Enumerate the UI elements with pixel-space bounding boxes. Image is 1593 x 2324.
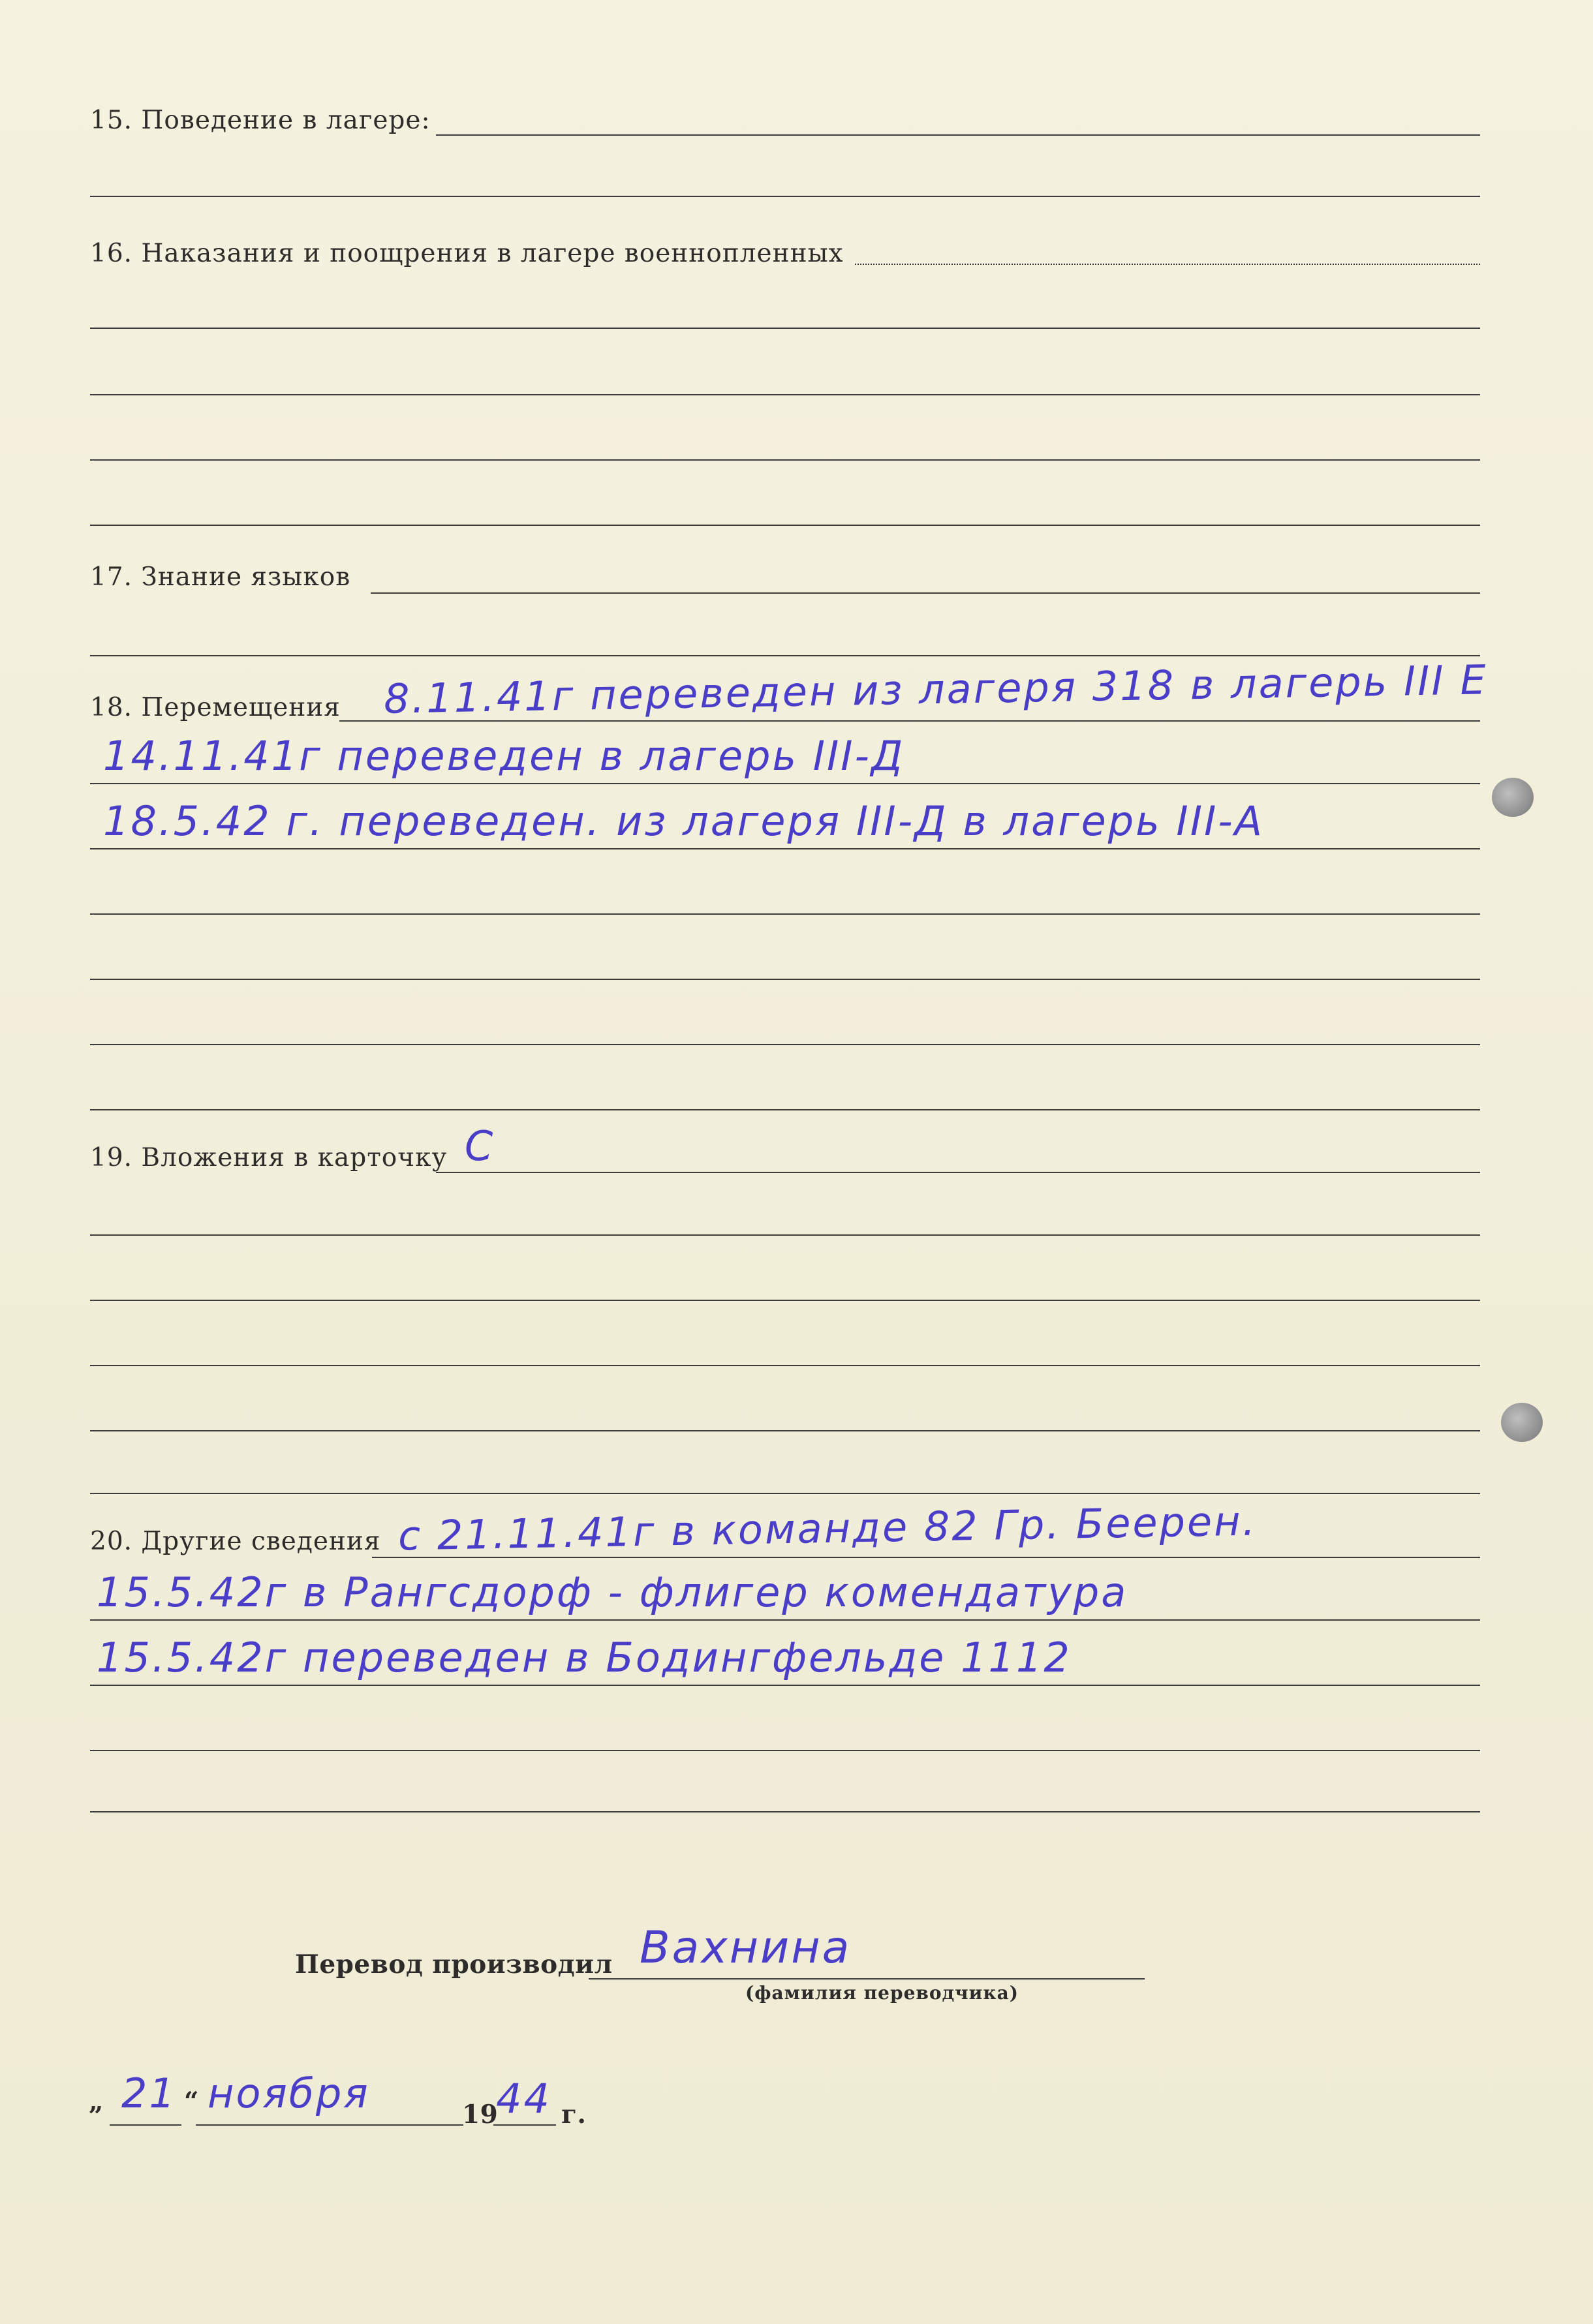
date-year-prefix: 19 <box>462 2100 499 2130</box>
field-19-line-2 <box>90 1234 1480 1236</box>
field-19-line-5 <box>90 1430 1480 1431</box>
field-17-line-2 <box>90 655 1480 656</box>
field-19-line-1 <box>436 1172 1480 1173</box>
translator-signature: Вахнина <box>640 1922 852 1974</box>
field-20-handwritten-line-1: с 21.11.41г в команде 82 Гр. Беерен. <box>397 1497 1258 1560</box>
field-18-handwritten-line-3: 18.5.42 г. переведен. из лагеря III-Д в лагерь III-А <box>103 797 1265 845</box>
field-18-line-5 <box>90 979 1480 980</box>
field-16-line-2 <box>90 328 1480 329</box>
field-19-label: 19. Вложения в карточку <box>90 1143 448 1172</box>
field-18-line-4 <box>90 913 1480 915</box>
field-17-line-1 <box>371 592 1480 594</box>
field-16-line-1 <box>855 264 1480 265</box>
field-20-line-3 <box>90 1685 1480 1686</box>
field-16-line-5 <box>90 525 1480 526</box>
field-18-line-7 <box>90 1109 1480 1110</box>
field-16-label: 16. Наказания и поощрения в лагере военнопленных <box>90 239 844 268</box>
field-17-label: 17. Знание языков <box>90 562 351 592</box>
field-15-line-2 <box>90 196 1480 197</box>
translator-label: Перевод производил <box>295 1949 613 1980</box>
punch-hole-top <box>1492 778 1534 817</box>
date-year-line <box>493 2124 556 2126</box>
field-20-handwritten-line-2: 15.5.42г в Рангсдорф - флигер комендатура <box>97 1568 1128 1616</box>
translator-caption: (фамилия переводчика) <box>745 1982 1019 2004</box>
field-15-label: 15. Поведение в лагере: <box>90 106 431 135</box>
field-16-line-4 <box>90 459 1480 461</box>
date-open-quote: „ <box>89 2087 104 2117</box>
field-18-label: 18. Перемещения <box>90 693 341 722</box>
field-18-handwritten-line-1: 8.11.41г переведен из лагеря 318 в лагерь III Е <box>383 656 1489 723</box>
field-18-line-6 <box>90 1044 1480 1045</box>
date-month: ноября <box>208 2070 370 2117</box>
translator-line <box>589 1978 1145 1980</box>
date-day: 21 <box>121 2070 177 2117</box>
field-19-handwritten-value: С <box>465 1122 495 1170</box>
field-18-handwritten-line-2: 14.11.41г переведен в лагерь III-Д <box>103 732 905 780</box>
date-year-suffix: 44 <box>496 2075 551 2122</box>
field-18-line-3 <box>90 848 1480 849</box>
field-18-line-2 <box>90 783 1480 784</box>
field-19-line-4 <box>90 1365 1480 1366</box>
field-19-line-3 <box>90 1300 1480 1301</box>
date-suffix: г. <box>561 2100 587 2130</box>
field-20-line-2 <box>90 1619 1480 1621</box>
date-month-line <box>196 2124 463 2126</box>
date-day-line <box>110 2124 181 2126</box>
punch-hole-bottom <box>1501 1403 1543 1442</box>
field-16-line-3 <box>90 394 1480 395</box>
field-20-label: 20. Другие сведения <box>90 1527 381 1556</box>
field-20-line-4 <box>90 1750 1480 1751</box>
date-close-quote: “ <box>184 2087 199 2117</box>
field-20-handwritten-line-3: 15.5.42г переведен в Бодингфельде 1112 <box>97 1634 1072 1681</box>
field-20-line-5 <box>90 1811 1480 1812</box>
field-15-line-1 <box>436 134 1480 136</box>
field-19-line-6 <box>90 1493 1480 1494</box>
